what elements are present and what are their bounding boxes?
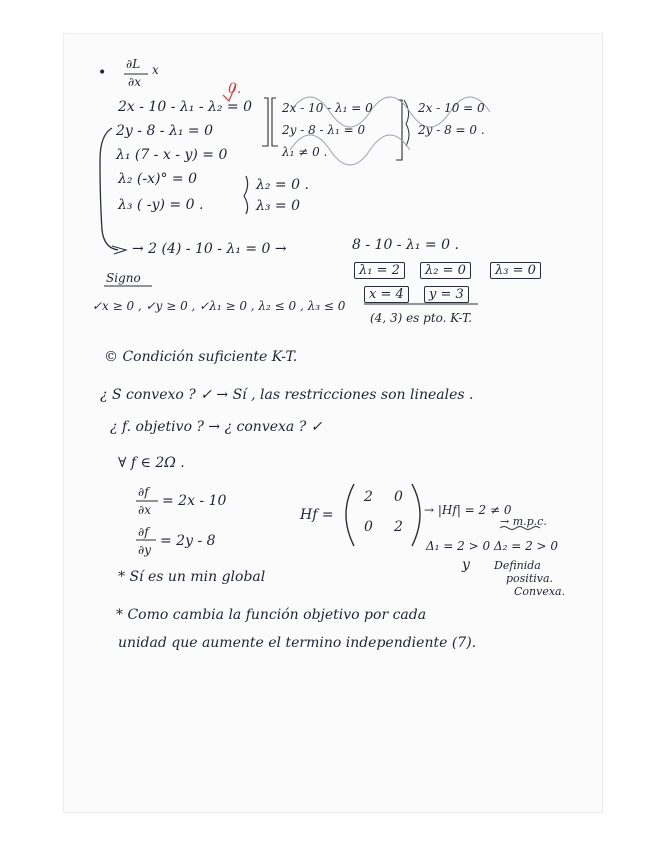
hessian-cell: 2 <box>394 519 403 535</box>
derived-line-right: 8 - 10 - λ₁ = 0 . <box>352 237 459 253</box>
df-dy-numerator: ∂f <box>138 525 149 539</box>
fraction-suffix: x <box>152 63 159 77</box>
section-c-title: © Condición suficiente K-T. <box>104 349 298 365</box>
hessian-label: Hf = <box>300 507 334 523</box>
positiva-line: positiva. <box>506 572 554 585</box>
bullet: • <box>98 65 107 81</box>
box-lambda3: λ₃ = 0 <box>490 262 541 279</box>
objective-line: ¿ f. objetivo ? → ¿ convexa ? ✓ <box>110 419 323 435</box>
box-lambda1: λ₁ = 2 <box>354 262 405 279</box>
fraction-denominator: ∂x <box>128 75 141 89</box>
box-lambda2: λ₂ = 0 <box>420 262 471 279</box>
middle-equation-3: λ₁ ≠ 0 . <box>282 145 328 159</box>
hessian-cell: 2 <box>364 489 373 505</box>
minors-line: Δ₁ = 2 > 0 Δ₂ = 2 > 0 <box>426 539 559 553</box>
df-dy-denominator: ∂y <box>138 543 151 557</box>
fraction-numerator: ∂L <box>126 57 141 71</box>
lambda3-result: λ₃ = 0 <box>256 198 301 214</box>
kt-point: (4, 3) es pto. K-T. <box>370 311 473 325</box>
middle-equation-1: 2x - 10 - λ₁ = 0 <box>282 101 373 115</box>
equation-1: 2x - 10 - λ₁ - λ₂ = 0 <box>118 99 253 115</box>
lambda2-result: λ₂ = 0 . <box>256 177 309 193</box>
signo-line: ✓x ≥ 0 , ✓y ≥ 0 , ✓λ₁ ≥ 0 , λ₂ ≤ 0 , λ₃ ≤ 0 <box>92 299 346 313</box>
middle-equation-2: 2y - 8 - λ₁ = 0 <box>282 123 366 137</box>
equation-3: λ₁ (7 - x - y) = 0 <box>116 147 228 163</box>
df-dx-value: = 2x - 10 <box>162 493 227 509</box>
hessian-cell: 0 <box>394 489 403 505</box>
definida-line: Definida <box>494 559 541 572</box>
df-dx-numerator: ∂f <box>138 485 149 499</box>
question-line-2: unidad que aumente el termino independiente (7). <box>118 635 477 651</box>
derived-line: → 2 (4) - 10 - λ₁ = 0 → <box>132 241 287 257</box>
global-min-note: * Sí es un min global <box>118 569 266 585</box>
df-dy-value: = 2y - 8 <box>160 533 216 549</box>
signo-title: Signo <box>106 271 141 285</box>
hessian-cell: 0 <box>364 519 373 535</box>
equation-2: 2y - 8 - λ₁ = 0 <box>116 123 214 139</box>
right-equation-1: 2x - 10 = 0 <box>418 101 485 115</box>
right-equation-2: 2y - 8 = 0 . <box>418 123 485 137</box>
box-x: x = 4 <box>364 286 409 303</box>
determinant-line: → |Hf| = 2 ≠ 0 <box>424 503 512 517</box>
mpc-annotation: → m.p.c. <box>500 515 547 528</box>
zero-annotation: 0. <box>228 81 242 97</box>
equation-4: λ₂ (-x)° = 0 <box>118 171 198 187</box>
equation-5: λ₃ ( -y) = 0 . <box>118 197 204 213</box>
question-line-1: * Como cambia la función objetivo por cada <box>116 607 427 623</box>
y-symbol: y <box>462 557 470 573</box>
convexa-line: Convexa. <box>514 585 566 598</box>
df-dx-denominator: ∂x <box>138 503 151 517</box>
condition-line: ∀ f ∈ 2Ω . <box>118 455 185 471</box>
convex-set-line: ¿ S convexo ? ✓ → Sí , las restricciones son lineales . <box>100 387 474 403</box>
box-y: y = 3 <box>424 286 469 303</box>
